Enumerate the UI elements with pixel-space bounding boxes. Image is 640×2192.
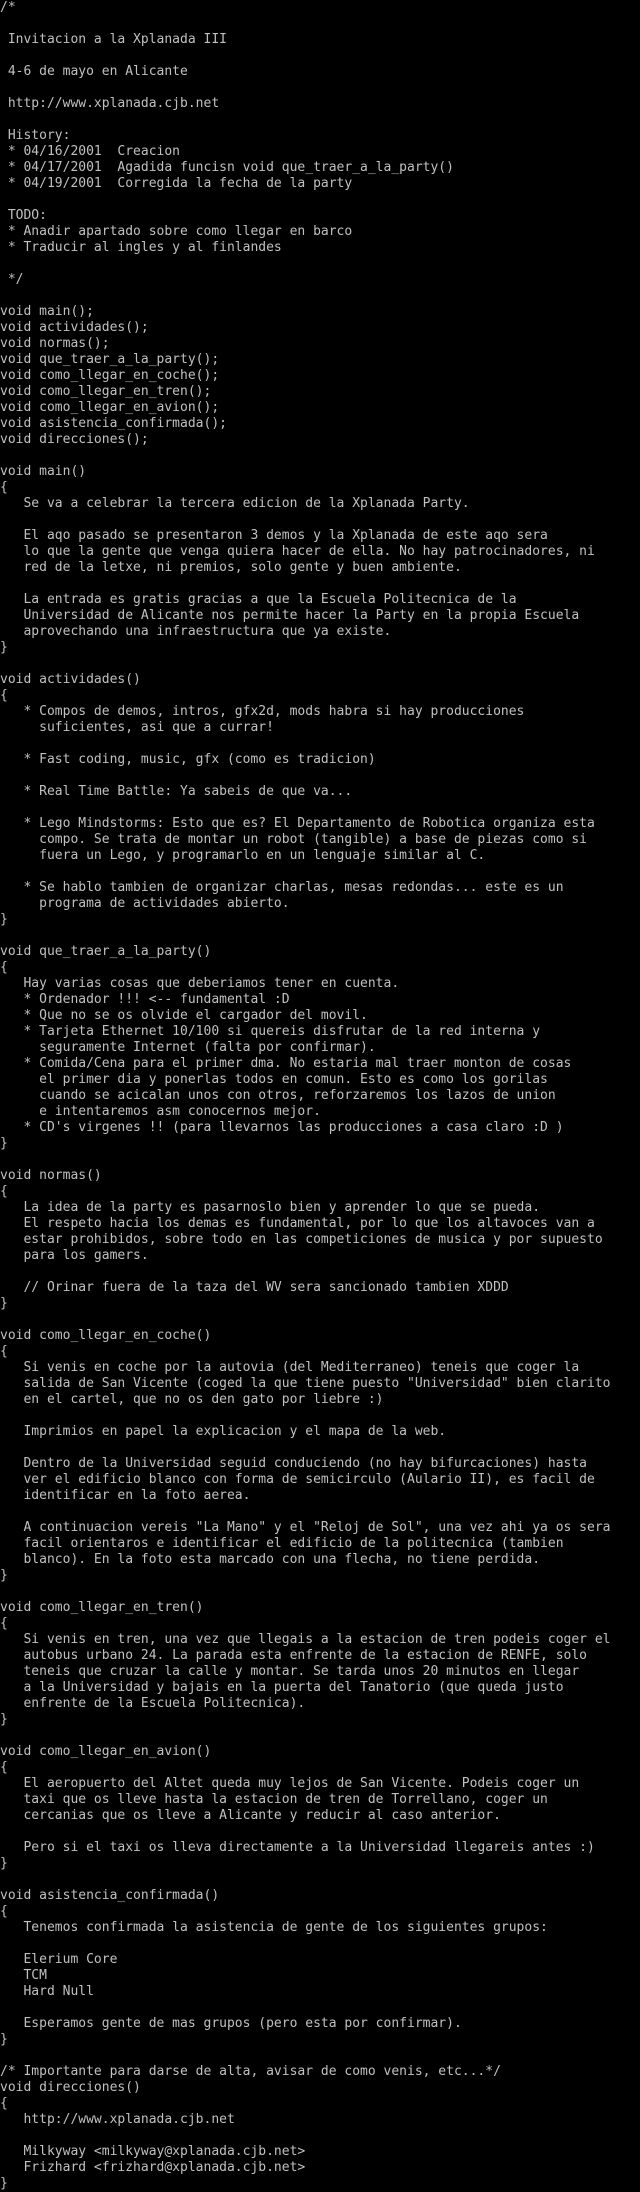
text-line: lo que la gente que venga quiera hacer de ella. No hay patrocinadores, ni [0,544,595,559]
text-line: void como_llegar_en_avion(); [0,400,220,415]
text-line: * 04/16/2001 Creacion [0,144,181,159]
text-line: void asistencia_confirmada(); [0,416,227,431]
text-line: } [0,912,8,927]
text-line: fuera un Lego, y programarlo en un lenguaje similar al C. [0,848,486,863]
text-line: seguramente Internet (falta por confirmar). [0,1040,376,1055]
text-line: El aqo pasado se presentaron 3 demos y la Xplanada de este aqo sera [0,528,548,543]
text-line: Hay varias cosas que deberiamos tener en cuenta. [0,976,400,991]
text-line: El respeto hacia los demas es fundamental, por lo que los altavoces van a [0,1216,595,1231]
text-line: * Traducir al ingles y al finlandes [0,240,282,255]
text-line: * Real Time Battle: Ya sabeis de que va... [0,784,353,799]
text-line: void direcciones(); [0,432,149,447]
text-line: { [0,1184,8,1199]
text-line: * Anadir apartado sobre como llegar en barco [0,224,353,239]
text-line: Se va a celebrar la tercera edicion de la Xplanada Party. [0,496,470,511]
text-line: void que_traer_a_la_party(); [0,352,220,367]
text-line: a la Universidad y bajais en la puerta del Tanatorio (que queda justo [0,1680,564,1695]
text-line: identificar en la foto aerea. [0,1488,251,1503]
text-line: void como_llegar_en_avion() [0,1744,212,1759]
text-line: * Comida/Cena para el primer dma. No estaria mal traer monton de cosas [0,1056,572,1071]
text-line: * 04/19/2001 Corregida la fecha de la party [0,176,353,191]
text-line: { [0,688,8,703]
text-line: { [0,1760,8,1775]
text-line: http://www.xplanada.cjb.net [0,96,220,111]
text-line: void como_llegar_en_tren(); [0,384,212,399]
text-line: void asistencia_confirmada() [0,1888,220,1903]
text-line: programa de actividades abierto. [0,896,290,911]
text-line: La entrada es gratis gracias a que la Escuela Politecnica de la [0,592,517,607]
text-line: */ [0,272,24,287]
text-line: { [0,2096,8,2111]
text-line: * 04/17/2001 Agadida funcisn void que_traer_a_la_party() [0,160,454,175]
text-line: enfrente de la Escuela Politecnica). [0,1696,306,1711]
text-line: { [0,1344,8,1359]
text-line: salida de San Vicente (coged la que tiene puesto "Universidad" bien clarito [0,1376,611,1391]
text-line: } [0,1712,8,1727]
text-line: void actividades() [0,672,141,687]
text-line: estar prohibidos, sobre todo en las competiciones de musica y por supuesto [0,1232,603,1247]
text-line: cercanias que os lleve a Alicante y reducir al caso anterior. [0,1808,501,1823]
text-line: * Se hablo tambien de organizar charlas, mesas redondas... este es un [0,880,564,895]
text-line: e intentaremos asm conocernos mejor. [0,1104,321,1119]
text-line: * Ordenador !!! <-- fundamental :D [0,992,290,1007]
text-line: teneis que cruzar la calle y montar. Se tarda unos 20 minutos en llegar [0,1664,580,1679]
text-line: El aeropuerto del Altet queda muy lejos de San Vicente. Podeis coger un [0,1776,580,1791]
text-line: * Fast coding, music, gfx (como es tradicion) [0,752,376,767]
text-line: void como_llegar_en_tren() [0,1600,204,1615]
text-line: Hard Null [0,1984,94,1999]
text-line: TCM [0,1968,47,1983]
text-line: void actividades(); [0,320,149,335]
text-line: * Compos de demos, intros, gfx2d, mods habra si hay producciones [0,704,525,719]
text-line: { [0,960,8,975]
text-line: La idea de la party es pasarnoslo bien y aprender lo que se pueda. [0,1200,541,1215]
text-line: } [0,640,8,655]
text-line: * Tarjeta Ethernet 10/100 si quereis disfrutar de la red interna y [0,1024,541,1039]
text-line: Imprimios en papel la explicacion y el mapa de la web. [0,1424,447,1439]
text-line: void como_llegar_en_coche(); [0,368,220,383]
text-line: compo. Se trata de montar un robot (tangible) a base de piezas como si [0,832,587,847]
text-line: TODO: [0,208,47,223]
text-line: void que_traer_a_la_party() [0,944,212,959]
text-line: Esperamos gente de mas grupos (pero esta por confirmar). [0,2016,462,2031]
text-line: autobus urbano 24. La parada esta enfrente de la estacion de RENFE, solo [0,1648,587,1663]
text-line: * CD's virgenes !! (para llevarnos las producciones a casa claro :D ) [0,1120,564,1135]
text-line: http://www.xplanada.cjb.net [0,2112,235,2127]
text-line: void main() [0,464,87,479]
text-line: } [0,2176,8,2191]
text-line: { [0,1904,8,1919]
text-line: taxi que os lleve hasta la estacion de tren de Torrellano, coger un [0,1792,548,1807]
text-line: facil orientaros e identificar el edificio de la politecnica (tambien [0,1536,564,1551]
text-line: void main(); [0,304,94,319]
text-line: void direcciones() [0,2080,141,2095]
text-line: } [0,1856,8,1871]
text-line: Si venis en tren, una vez que llegais a la estacion de tren podeis coger el [0,1632,611,1647]
text-line: el primer dia y ponerlas todos en comun. Esto es como los gorilas [0,1072,548,1087]
text-line: Elerium Core [0,1952,118,1967]
text-line: { [0,1616,8,1631]
text-line: suficientes, asi que a currar! [0,720,274,735]
text-line: Universidad de Alicante nos permite hacer la Party en la propia Escuela [0,608,580,623]
text-line: void normas(); [0,336,110,351]
text-line: { [0,480,8,495]
text-line: aprovechando una infraestructura que ya existe. [0,624,392,639]
text-line: } [0,2032,8,2047]
text-line: } [0,1296,8,1311]
text-line: para los gamers. [0,1248,149,1263]
text-line: Tenemos confirmada la asistencia de gente de los siguientes grupos: [0,1920,548,1935]
text-line: A continuacion vereis "La Mano" y el "Reloj de Sol", una vez ahi ya os sera [0,1520,611,1535]
text-line: Invitacion a la Xplanada III [0,32,227,47]
text-line: Milkyway <milkyway@xplanada.cjb.net> [0,2144,306,2159]
text-line: Frizhard <frizhard@xplanada.cjb.net> [0,2160,306,2175]
text-line: * Lego Mindstorms: Esto que es? El Departamento de Robotica organiza esta [0,816,595,831]
text-line: ver el edificio blanco con forma de semicirculo (Aulario II), es facil de [0,1472,595,1487]
text-line: Dentro de la Universidad seguid conduciendo (no hay bifurcaciones) hasta [0,1456,587,1471]
text-line: void normas() [0,1168,102,1183]
text-line: } [0,1568,8,1583]
text-line: /* [0,0,16,15]
text-line: blanco). En la foto esta marcado con una flecha, no tiene perdida. [0,1552,541,1567]
text-line: Si venis en coche por la autovia (del Mediterraneo) teneis que coger la [0,1360,580,1375]
text-line: 4-6 de mayo en Alicante [0,64,188,79]
text-line: red de la letxe, ni premios, solo gente y buen ambiente. [0,560,462,575]
text-line: } [0,1136,8,1151]
text-line: * Que no se os olvide el cargador del movil. [0,1008,368,1023]
text-line: cuando se acicalan unos con otros, reforzaremos los lazos de union [0,1088,556,1103]
text-line: en el cartel, que no os den gato por liebre :) [0,1392,384,1407]
text-line: // Orinar fuera de la taza del WV sera sancionado tambien XDDD [0,1280,509,1295]
text-line: History: [0,128,71,143]
text-line: Pero si el taxi os lleva directamente a la Universidad llegareis antes :) [0,1840,595,1855]
text-line: void como_llegar_en_coche() [0,1328,212,1343]
text-line: /* Importante para darse de alta, avisar de como venis, etc...*/ [0,2064,501,2079]
